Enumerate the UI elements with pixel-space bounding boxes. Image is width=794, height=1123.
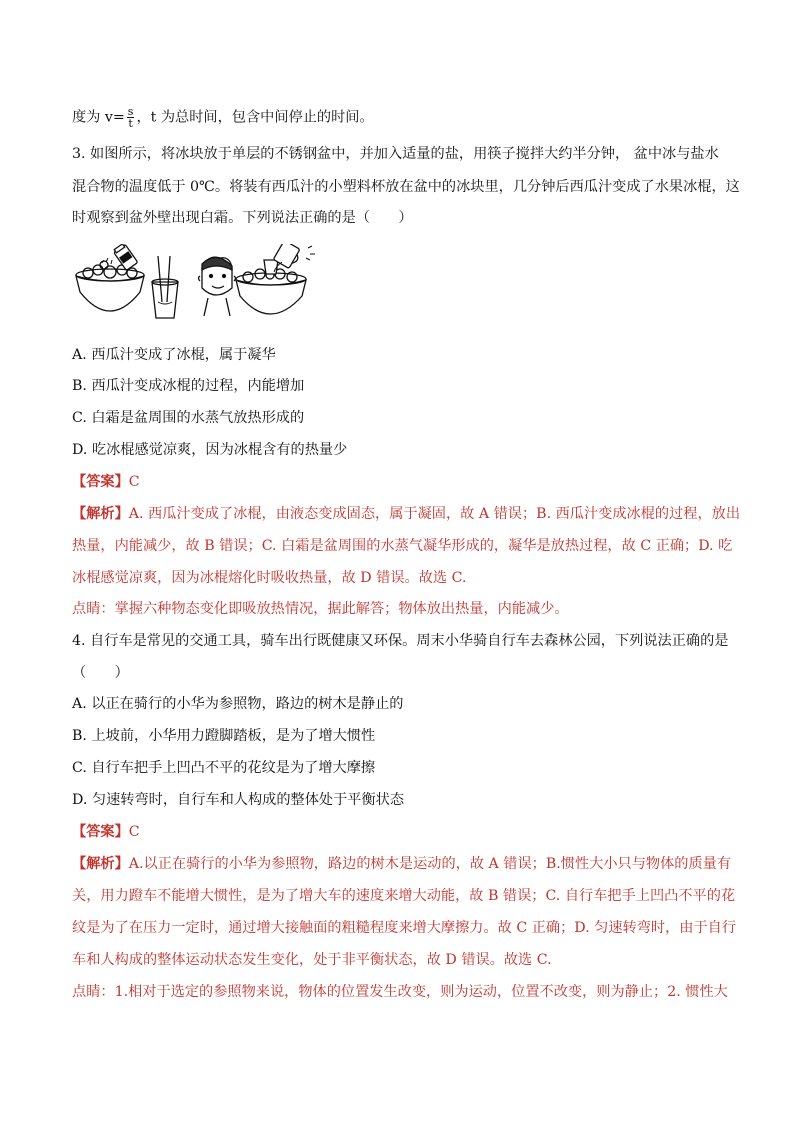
q3-stem-line-1: 3. 如图所示，将冰块放于单层的不锈钢盆中，并加入适量的盐，用筷子搅拌大约半分钟， 盆中冰与盐水 bbox=[72, 146, 719, 162]
intro-suffix: ，t 为总时间，包含中间停止的时间。 bbox=[136, 109, 374, 126]
cup-figure bbox=[152, 256, 178, 318]
q3-stem-line-3: 时观察到盆外壁出现白霜。下列说法正确的是（ ） bbox=[72, 210, 413, 226]
boy-figure bbox=[199, 257, 236, 316]
q3-option-a: A. 西瓜汁变成了冰棍，属于凝华 bbox=[72, 347, 276, 363]
intro-line bbox=[72, 106, 374, 129]
q3-answer-value: C bbox=[128, 474, 140, 490]
q4-analysis-line-1 bbox=[72, 854, 731, 874]
left-bowl-figure bbox=[76, 244, 144, 311]
ice-bowl-illustration bbox=[74, 244, 324, 326]
q4-analysis-label: 【解析】 bbox=[72, 856, 129, 872]
q4-stem-line-2: （ ） bbox=[72, 665, 129, 681]
right-bowl-figure bbox=[236, 244, 315, 314]
q4-stem-line-1: 4. 自行车是常见的交通工具，骑车出行既健康又环保。周末小华骑自行车去森林公园，下列说法正确的是 bbox=[72, 633, 729, 649]
fraction-numerator: s bbox=[127, 105, 134, 118]
q3-option-b: B. 西瓜汁变成冰棍的过程，内能增加 bbox=[72, 378, 305, 394]
q3-analysis-label: 【解析】 bbox=[72, 506, 129, 522]
q4-option-d: D. 匀速转弯时，自行车和人构成的整体处于平衡状态 bbox=[72, 792, 405, 808]
q3-analysis-line-1 bbox=[72, 504, 740, 524]
fraction-denominator: t bbox=[128, 117, 133, 130]
q4-option-a: A. 以正在骑行的小华为参照物，路边的树木是静止的 bbox=[72, 696, 404, 712]
q4-analysis-text-1: A.以正在骑行的小华为参照物，路边的树木是运动的，故 A 错误；B.惯性大小只与物体的质量有 bbox=[128, 856, 732, 872]
q3-option-d: D. 吃冰棍感觉凉爽，因为冰棍含有的热量少 bbox=[72, 442, 348, 458]
q4-analysis-line-4: 车和人构成的整体运动状态发生变化，处于非平衡状态，故 D 错误。故选 C. bbox=[72, 952, 552, 968]
q4-answer-value: C bbox=[128, 824, 140, 840]
q4-tip: 点睛：1.相对于选定的参照物来说，物体的位置发生改变，则为运动，位置不改变，则为静止；2. 惯性大 bbox=[72, 984, 728, 1000]
q3-answer bbox=[72, 472, 140, 492]
q3-option-c: C. 白霜是盆周围的水蒸气放热形成的 bbox=[72, 410, 305, 426]
q3-tip: 点睛：掌握六种物态变化即吸放热情况，据此解答；物体放出热量，内能减少。 bbox=[72, 601, 569, 617]
q3-answer-label: 【答案】 bbox=[72, 474, 129, 490]
intro-prefix: 度为 v= bbox=[72, 109, 125, 126]
q3-stem-line-2: 混合物的温度低于 0℃。将装有西瓜汁的小塑料杯放在盆中的冰块里，几分钟后西瓜汁变成了水果冰棍，这 bbox=[72, 179, 740, 195]
q4-option-c: C. 自行车把手上凹凸不平的花纹是为了增大摩擦 bbox=[72, 760, 376, 776]
q3-analysis-text-1: A. 西瓜汁变成了冰棍，由液态变成固态，属于凝固，故 A 错误；B. 西瓜汁变成冰棍的过程，放出 bbox=[128, 506, 741, 522]
q4-answer-label: 【答案】 bbox=[72, 824, 129, 840]
q4-analysis-line-2: 关，用力蹬车不能增大惯性，是为了增大车的速度来增大动能，故 B 错误；C. 自行车把手上凹凸不平的花 bbox=[72, 888, 736, 904]
q4-answer bbox=[72, 822, 140, 842]
speed-fraction bbox=[127, 106, 135, 129]
q4-option-b: B. 上坡前，小华用力蹬脚踏板，是为了增大惯性 bbox=[72, 728, 376, 744]
q3-analysis-line-2: 热量，内能减少，故 B 错误；C. 白霜是盆周围的水蒸气凝华形成的，凝华是放热过程，故 C 正确；D. 吃 bbox=[72, 538, 733, 554]
q4-analysis-line-3: 纹是为了在压力一定时，通过增大接触面的粗糙程度来增大摩擦力。故 C 正确；D. 匀速转弯时，由于自行 bbox=[72, 920, 737, 936]
q3-analysis-line-3: 冰棍感觉凉爽，因为冰棍熔化时吸收热量，故 D 错误。故选 C. bbox=[72, 570, 467, 586]
